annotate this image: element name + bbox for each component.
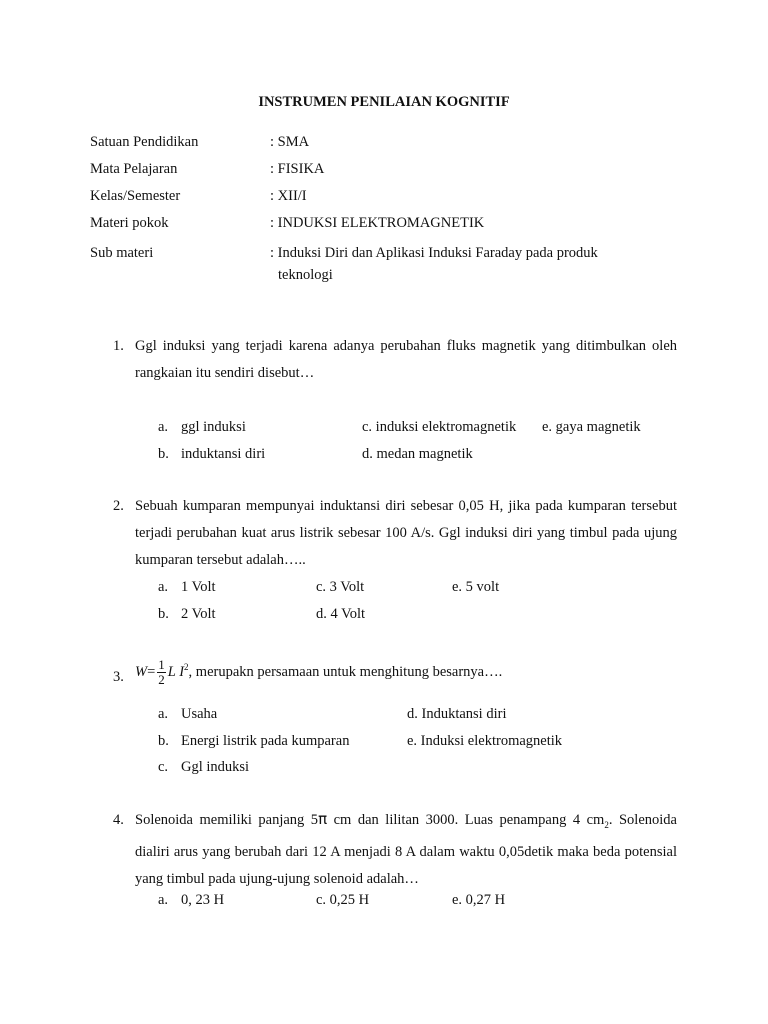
q2-option-e[interactable]: e. 5 volt (452, 579, 500, 595)
question-4-text-b: cm dan lilitan 3000. Luas penampang 4 cm (327, 812, 605, 828)
meta-value-kelas: : XII/I (270, 188, 307, 204)
question-3-number: 3. (113, 669, 124, 685)
q4-option-a[interactable]: 0, 23 H (181, 892, 225, 908)
q4-option-a-letter: a. (158, 892, 169, 908)
meta-label-mapel: Mata Pelajaran (90, 161, 178, 177)
meta-value-satuan: : SMA (270, 134, 310, 150)
formula-w: W (135, 663, 148, 680)
q2-option-a-letter: a. (158, 579, 169, 595)
meta-label-satuan: Satuan Pendidikan (90, 134, 199, 150)
q3-option-c-letter: c. (158, 759, 169, 775)
q1-option-d[interactable]: d. medan magnetik (362, 446, 473, 462)
fraction-denominator: 2 (158, 672, 165, 687)
q1-option-e[interactable]: e. gaya magnetik (542, 419, 641, 435)
q2-option-b-letter: b. (158, 606, 169, 622)
q2-option-a[interactable]: 1 Volt (181, 579, 216, 595)
q1-option-c[interactable]: c. induksi elektromagnetik (362, 419, 517, 435)
meta-label-submateri: Sub materi (90, 245, 154, 261)
question-1-text: Ggl induksi yang terjadi karena adanya perubahan fluks magnetik yang ditimbulkan oleh rangkaian itu sendiri disebut… (135, 338, 677, 381)
meta-value-mapel: : FISIKA (270, 161, 325, 177)
question-3-text (135, 658, 502, 687)
q3-option-b[interactable]: Energi listrik pada kumparan (181, 733, 350, 749)
q3-option-a[interactable]: Usaha (181, 706, 218, 722)
fraction-numerator: 1 (158, 657, 165, 672)
formula-li: L I (167, 663, 185, 680)
q3-option-b-letter: b. (158, 733, 169, 749)
document-title: INSTRUMEN PENILAIAN KOGNITIF (258, 94, 510, 110)
question-4-text (135, 806, 677, 893)
meta-label-materi: Materi pokok (90, 215, 169, 231)
meta-value-materi: : INDUKSI ELEKTROMAGNETIK (270, 215, 485, 231)
question-2-number: 2. (113, 498, 124, 514)
meta-value-submateri-cont: teknologi (278, 267, 333, 283)
pi-symbol: π (318, 810, 328, 828)
q2-option-c[interactable]: c. 3 Volt (316, 579, 365, 595)
q2-option-b[interactable]: 2 Volt (181, 606, 216, 622)
question-2-text: Sebuah kumparan mempunyai induktansi diri sebesar 0,05 H, jika pada kumparan tersebut terjadi perubahan kuat arus listrik sebesar 100 A/s. Ggl induksi diri yang timbul pada ujung kumparan tersebut adalah….. (135, 498, 677, 568)
q3-option-e[interactable]: e. Induksi elektromagnetik (407, 733, 563, 749)
cm-squared: 2 (604, 819, 609, 830)
q1-option-a[interactable]: ggl induksi (181, 419, 246, 435)
meta-label-kelas: Kelas/Semester (90, 188, 181, 204)
formula-fraction (157, 658, 166, 687)
q1-option-b-letter: b. (158, 446, 169, 462)
formula-equals: = (147, 663, 156, 680)
question-4-text-c: . Solenoida dialiri arus yang berubah dari 12 A menjadi 8 A dalam waktu 0,05detik maka beda potensial yang timbul pada ujung-ujung solenoid adalah… (135, 812, 677, 887)
q3-option-c[interactable]: Ggl induksi (181, 759, 250, 775)
q3-option-d[interactable]: d. Induktansi diri (407, 706, 507, 722)
formula-square: 2 (184, 662, 189, 672)
question-3-body: , merupakn persamaan untuk menghitung besarnya…. (188, 663, 503, 680)
question-4-number: 4. (113, 812, 124, 828)
q4-option-e[interactable]: e. 0,27 H (452, 892, 506, 908)
q1-option-a-letter: a. (158, 419, 169, 435)
q1-option-b[interactable]: induktansi diri (181, 446, 266, 462)
meta-value-submateri: : Induksi Diri dan Aplikasi Induksi Faraday pada produk (270, 245, 598, 261)
question-4-text-a: Solenoida memiliki panjang 5 (135, 812, 319, 828)
question-1-number: 1. (113, 338, 124, 354)
q2-option-d[interactable]: d. 4 Volt (316, 606, 366, 622)
q4-option-c[interactable]: c. 0,25 H (316, 892, 370, 908)
q3-option-a-letter: a. (158, 706, 169, 722)
